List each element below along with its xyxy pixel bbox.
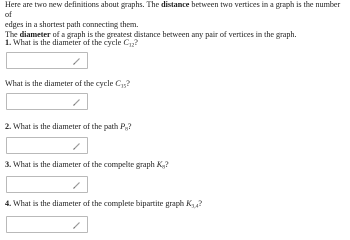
question-4: 4. What is the diameter of the complete bipartite graph $K_{3,4}$? <box>5 199 203 210</box>
intro-line-2: edges in a shortest path connecting them. <box>5 20 139 29</box>
answer-field-3[interactable] <box>6 176 88 193</box>
pencil-icon <box>73 142 81 150</box>
question-1: 1. What is the diameter of the cycle $C_{12}$? <box>5 38 138 49</box>
pencil-icon <box>73 221 81 229</box>
answer-field-1[interactable] <box>6 52 88 69</box>
term-diameter: diameter <box>19 30 51 39</box>
answer-field-2[interactable] <box>6 137 88 154</box>
pencil-icon <box>73 98 81 106</box>
question-number: 1. <box>5 38 12 47</box>
question-1b: What is the diameter of the cycle $C_{15}$? <box>5 79 130 90</box>
intro-line-1: Here are two new definitions about graphs. The distance between two vertices in a graph is the number of <box>5 0 341 19</box>
question-number: 4. <box>5 199 12 208</box>
intro-text <box>5 0 345 40</box>
question-2: 2. What is the diameter of the path $P_8$? <box>5 122 132 133</box>
answer-field-4[interactable] <box>6 216 88 233</box>
question-3: 3. What is the diameter of the compelte graph $K_8$? <box>5 160 169 171</box>
question-number: 3. <box>5 160 12 169</box>
intro-line-3: The diameter of a graph is the greatest distance between any pair of vertices in the graph. <box>5 30 297 39</box>
question-number: 2. <box>5 122 12 131</box>
answer-field-1b[interactable] <box>6 93 88 110</box>
term-distance: distance <box>161 0 190 9</box>
pencil-icon <box>73 181 81 189</box>
pencil-icon <box>73 57 81 65</box>
